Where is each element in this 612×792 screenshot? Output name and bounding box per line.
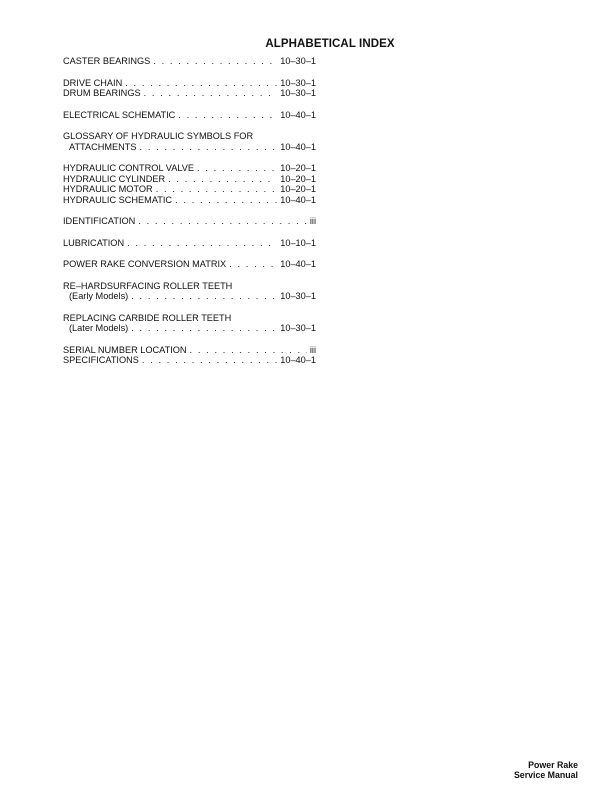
index-list (63, 56, 316, 377)
index-entry-heading (63, 131, 316, 142)
index-entry (63, 184, 316, 195)
entry-page: 10–40–1 (280, 355, 316, 365)
index-group-i (63, 216, 316, 227)
entry-page: 10–40–1 (280, 141, 316, 152)
index-group-h (63, 163, 316, 205)
index-group-s (63, 345, 316, 366)
leader-dots (138, 216, 307, 227)
index-group-e (63, 110, 316, 121)
entry-label: POWER RAKE CONVERSION MATRIX (63, 259, 227, 269)
entry-label: CASTER BEARINGS (63, 56, 151, 66)
index-entry (63, 216, 316, 227)
leader-dots (229, 259, 277, 270)
index-entry (63, 163, 316, 174)
leader-dots (178, 110, 277, 121)
entry-page: iii (309, 344, 316, 355)
page-title: ALPHABETICAL INDEX (265, 38, 395, 50)
index-group-g (63, 131, 316, 152)
footer-product-name: Power Rake (528, 760, 578, 770)
index-entry (63, 345, 316, 356)
footer-manual-name: Service Manual (513, 770, 578, 780)
entry-label: LUBRICATION (63, 237, 125, 248)
leader-dots (156, 184, 278, 195)
index-entry (63, 110, 316, 121)
leader-dots (168, 174, 277, 185)
leader-dots (127, 238, 277, 249)
leader-dots (131, 291, 277, 302)
entry-label: (Early Models) (69, 291, 129, 301)
entry-label: IDENTIFICATION (63, 216, 136, 226)
index-entry-heading (63, 313, 316, 324)
index-entry-heading (63, 281, 316, 292)
entry-page: 10–30–1 (280, 291, 316, 301)
entry-label: HYDRAULIC CONTROL VALVE (63, 163, 195, 173)
leader-dots (142, 355, 277, 366)
entry-label: GLOSSARY OF HYDRAULIC SYMBOLS FOR (63, 131, 254, 141)
entry-page: 10–30–1 (280, 323, 316, 333)
index-entry (63, 238, 316, 249)
entry-page: 10–40–1 (280, 194, 316, 205)
entry-label: DRUM BEARINGS (63, 88, 141, 98)
entry-page: 10–30–1 (280, 88, 316, 98)
leader-dots (175, 195, 277, 206)
entry-label: HYDRAULIC CYLINDER (63, 173, 166, 184)
entry-page: 10–20–1 (280, 163, 316, 173)
entry-page: 10–40–1 (280, 109, 316, 120)
leader-dots (144, 88, 278, 99)
leader-dots (131, 323, 277, 334)
entry-label: ELECTRICAL SCHEMATIC (63, 109, 176, 120)
entry-page: 10–30–1 (280, 77, 316, 88)
entry-page: 10–30–1 (280, 56, 316, 66)
index-group-d (63, 78, 316, 99)
index-entry (63, 88, 316, 99)
entry-page: iii (309, 216, 316, 226)
entry-page: 10–40–1 (280, 259, 316, 269)
index-group-r2 (63, 313, 316, 334)
leader-dots (140, 142, 278, 153)
leader-dots (197, 163, 277, 174)
entry-label: HYDRAULIC SCHEMATIC (63, 194, 173, 205)
index-entry (63, 174, 316, 185)
index-group-p (63, 259, 316, 270)
entry-page: 10–20–1 (280, 184, 316, 194)
entry-label: DRIVE CHAIN (63, 77, 123, 88)
index-entry (63, 56, 316, 67)
index-entry (63, 78, 316, 89)
leader-dots (125, 78, 277, 89)
entry-page: 10–20–1 (280, 173, 316, 184)
entry-label: REPLACING CARBIDE ROLLER TEETH (63, 312, 232, 323)
entry-label: HYDRAULIC MOTOR (63, 184, 153, 194)
entry-label: RE–HARDSURFACING ROLLER TEETH (63, 280, 233, 291)
entry-label: ATTACHMENTS (69, 141, 137, 152)
entry-page: 10–10–1 (280, 237, 316, 248)
index-entry (63, 355, 316, 366)
index-entry (63, 291, 316, 302)
entry-label: (Later Models) (69, 323, 129, 333)
leader-dots (153, 56, 277, 67)
index-entry (63, 195, 316, 206)
document-footer (514, 760, 578, 780)
entry-label: SPECIFICATIONS (63, 355, 139, 365)
index-entry (63, 259, 316, 270)
entry-label: SERIAL NUMBER LOCATION (63, 344, 187, 355)
index-group-c (63, 56, 316, 67)
leader-dots (190, 345, 307, 356)
index-entry (63, 142, 316, 153)
index-entry (63, 323, 316, 334)
index-group-r1 (63, 281, 316, 302)
index-group-l (63, 238, 316, 249)
